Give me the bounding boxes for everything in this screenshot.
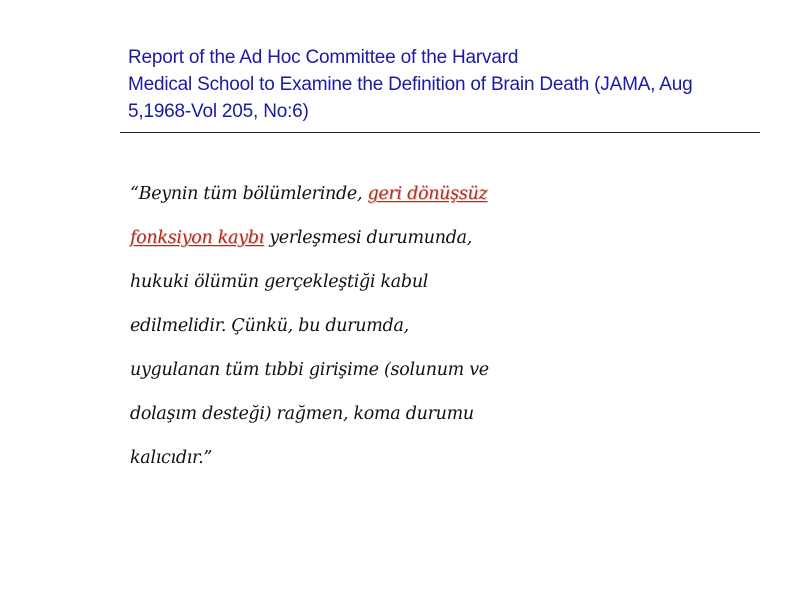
quote-line-3: hukuki ölümün gerçekleştiği kabul [130, 272, 429, 292]
quote-line-2 [130, 216, 650, 260]
quote-text: yerleşmesi durumunda, [263, 228, 472, 248]
quote-line-4: edilmelidir. Çünkü, bu durumda, [130, 316, 409, 336]
quote-line-5: uygulanan tüm tıbbi girişime (solunum ve [130, 360, 489, 380]
highlight-irreversible: geri dönüşsüz [367, 184, 488, 204]
quote-line-7: kalıcıdır.” [130, 448, 213, 468]
quote-block [130, 172, 650, 480]
quote-line-6: dolaşım desteği) rağmen, koma durumu [130, 404, 474, 424]
quote-line-1 [130, 172, 650, 216]
title-line-1: Report of the Ad Hoc Committee of the Harvard [128, 47, 519, 68]
slide-title [128, 44, 758, 125]
title-line-2: Medical School to Examine the Definition of Brain Death (JAMA, Aug [128, 74, 693, 95]
highlight-function-loss: fonksiyon kaybı [130, 228, 264, 248]
title-line-3: 5,1968-Vol 205, No:6) [128, 101, 309, 122]
quote-text: “Beynin tüm bölümlerinde, [130, 184, 368, 204]
title-divider [120, 132, 760, 133]
